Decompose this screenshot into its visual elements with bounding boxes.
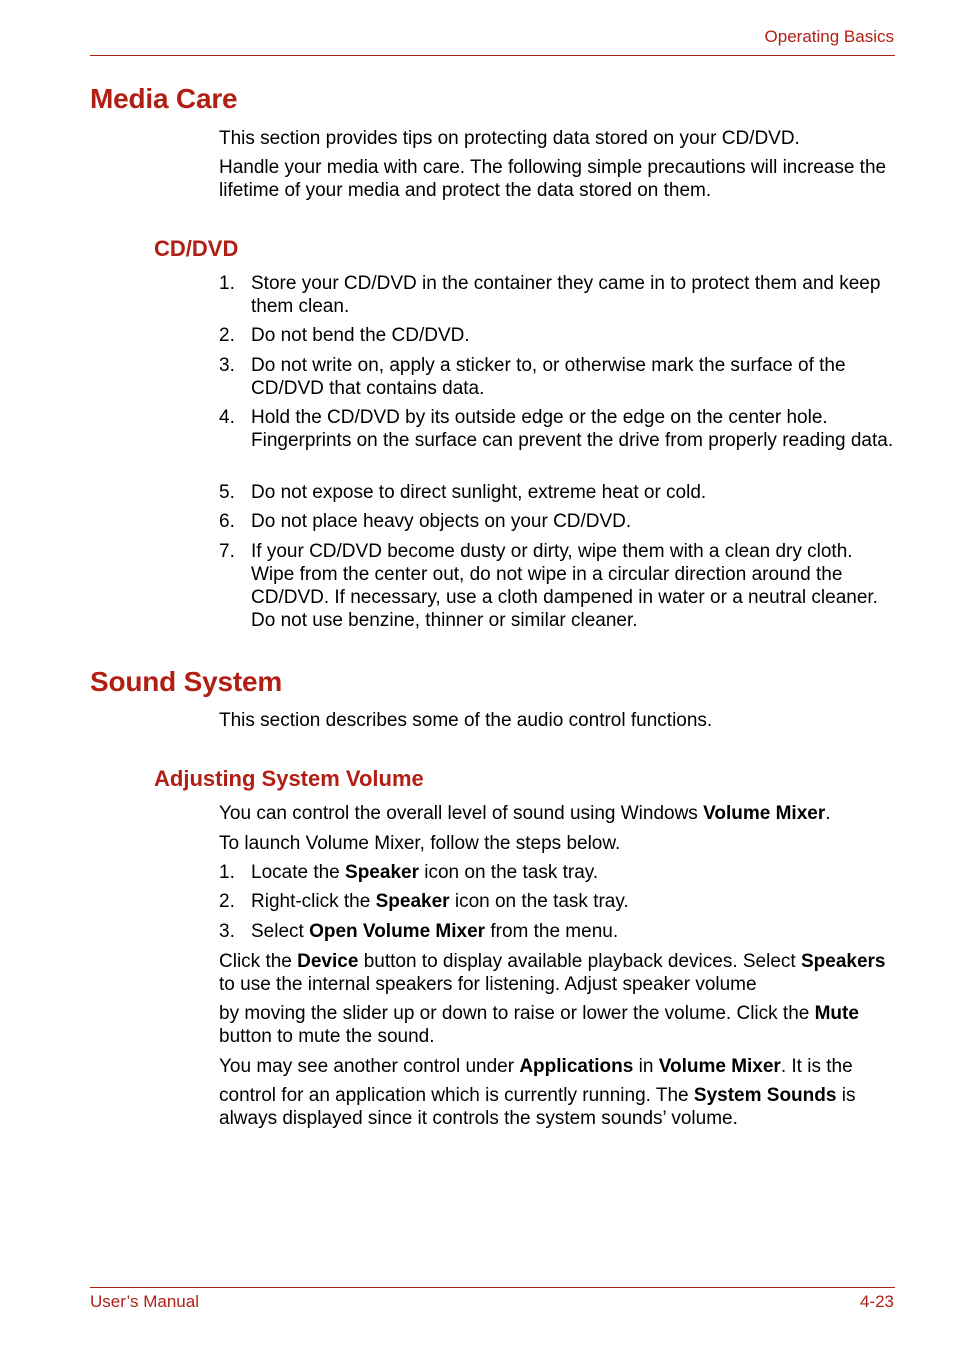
list-item-text: Select Open Volume Mixer from the menu.: [251, 921, 619, 942]
list-item-number: 3.: [219, 921, 235, 942]
list-item-text: Hold the CD/DVD by its outside edge or the edge on the center hole. Fingerprints on the surface can prevent the drive from properly reading data.: [251, 407, 894, 451]
media-care-intro-2: Handle your media with care. The following simple precautions will increase the lifetime of your media and protect the data stored on them.: [219, 157, 887, 201]
volume-paragraph-4: by moving the slider up or down to raise or lower the volume. Click the Mute button to mute the sound.: [219, 1003, 859, 1047]
volume-paragraph-1: [219, 802, 899, 825]
list-item: [219, 324, 899, 347]
list-item: [219, 920, 899, 943]
text-run: .: [825, 803, 831, 824]
list-item-number: 1.: [219, 273, 235, 294]
list-item-text: If your CD/DVD become dusty or dirty, wipe them with a clean dry cloth. Wipe from the center out, do not wipe in a circular direction around the CD/DVD. If necessary, use a cloth dampened in water or a neutral cleaner. Do not use benzine, thinner or similar cleaner.: [251, 541, 878, 631]
list-item: [219, 890, 899, 913]
list-item: [219, 540, 899, 632]
list-item-number: 6.: [219, 511, 235, 532]
header-rule: [90, 55, 895, 56]
text-run: You can control the overall level of sound using Windows: [219, 803, 704, 824]
list-item-text: Locate the Speaker icon on the task tray.: [251, 862, 599, 883]
list-item-number: 5.: [219, 482, 235, 503]
list-item-text: Right-click the Speaker icon on the task tray.: [251, 891, 629, 912]
list-item: [219, 861, 899, 884]
subsection-title-cddvd: CD/DVD: [154, 236, 239, 261]
list-item-text: Do not place heavy objects on your CD/DVD.: [251, 511, 632, 532]
bold-text-run: Volume Mixer: [703, 803, 826, 824]
footer-rule: [90, 1287, 895, 1288]
list-item: [219, 406, 899, 452]
list-item-text: Store your CD/DVD in the container they came in to protect them and keep them clean.: [251, 273, 881, 317]
list-item: [219, 481, 899, 504]
running-header: Operating Basics: [764, 27, 894, 46]
media-care-intro: This section provides tips on protecting data stored on your CD/DVD.: [219, 128, 800, 149]
list-item-number: 2.: [219, 325, 235, 346]
list-item-text: Do not bend the CD/DVD.: [251, 325, 470, 346]
list-item-text: Do not expose to direct sunlight, extreme heat or cold.: [251, 482, 707, 503]
list-item-number: 1.: [219, 862, 235, 883]
list-item-number: 7.: [219, 541, 235, 562]
list-item-text: Do not write on, apply a sticker to, or otherwise mark the surface of the CD/DVD that contains data.: [251, 355, 846, 399]
list-item-number: 4.: [219, 407, 235, 428]
list-item-number: 2.: [219, 891, 235, 912]
volume-paragraph-6: control for an application which is currently running. The System Sounds is always displayed since it controls the system sounds’ volume.: [219, 1085, 856, 1129]
page-number: 4-23: [859, 1292, 894, 1311]
list-item: [219, 354, 899, 400]
sound-system-intro: This section describes some of the audio control functions.: [219, 710, 713, 731]
volume-paragraph-5: You may see another control under Applications in Volume Mixer. It is the: [219, 1056, 853, 1077]
volume-paragraph-3: Click the Device button to display available playback devices. Select Speakers to use the internal speakers for listening. Adjust speaker volume: [219, 951, 886, 995]
section-title-sound-system: Sound System: [90, 666, 283, 697]
section-title-media-care: Media Care: [90, 83, 238, 114]
list-item-number: 3.: [219, 355, 235, 376]
list-item: [219, 272, 899, 318]
list-item: [219, 510, 899, 533]
footer-manual-title: User’s Manual: [90, 1292, 199, 1311]
volume-paragraph-2: To launch Volume Mixer, follow the steps below.: [219, 833, 621, 854]
subsection-title-adjusting-volume: Adjusting System Volume: [154, 766, 424, 791]
